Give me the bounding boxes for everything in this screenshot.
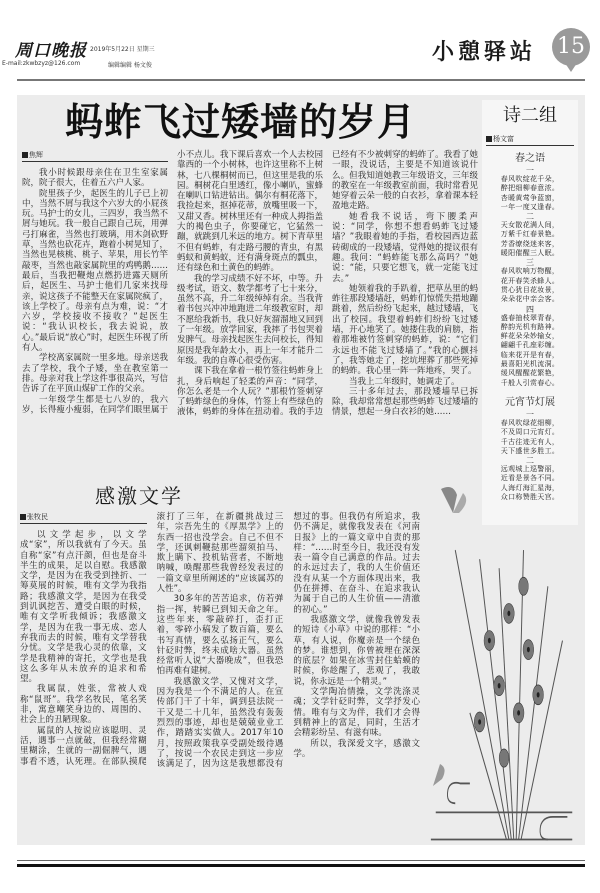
poem-line: 朵朵花中亲会客。: [500, 295, 560, 304]
poem-line: 盛春抽枝翠青春，: [500, 313, 560, 322]
poem-heading: 元宵节灯展: [505, 396, 555, 408]
footer-divider-thick: [17, 864, 585, 867]
poem-line: 天女散花满人间，: [500, 221, 560, 230]
stanza-number: 二: [526, 456, 534, 466]
poem-line: 不及周口元宵灯。: [500, 428, 560, 437]
paragraph: 我感激文学，就像我曾发表的短诗《小草》中说的那样：“小草，有人说，你魔亲是一个绿色的梦。谁想到，你曾被埋在深深的底层？如果在冰雪封住蛤蟆的时候，你趁醒了，悲观了，我敢说，你永远是一个精灵。”: [293, 614, 420, 687]
poem-line: 万紫千红春景艳。: [500, 230, 560, 239]
article-body-2: [20, 512, 420, 852]
paragraph: 三十多年过去，那段矮墙早已拆除，我却常常想起那些蚂蚱飞过矮墙的情景，想起一身白衣衫的她……: [332, 386, 478, 418]
paragraph: 属鼠的人按说应该聪明、灵活，遇事一点就破，但我经常糊里糊涂，生就的一副倔脾气，遇事看不透，认死理。在部队摸爬滚打了三年，在新疆挑战过三年，宗吾先生的《厚黑学》上的东西一招也没学会。自己不但不学，还讽刺鞭挞那些溜须拍马、欺上瞒下、投机钻营者，不断地呐喊，唤醒那些我曾经发表过的一篇文章里所阐述的“应该属苏的人性”。: [20, 512, 284, 767]
paragraph: 所以，我深爱文字，感激文学。: [293, 738, 420, 759]
poem-line: 天下盛世多胜工。: [500, 446, 560, 455]
poem-line: 众口称赞胜天宫。: [500, 493, 560, 502]
article-title-2: 感激文学: [95, 484, 183, 508]
paragraph: 我的学习成绩不好不坏，中等。升级考试，语文、数学都考了七十来分，虽然不高，升二年级绰绰有余。当我背着书包兴冲冲地跑进二年级教室时，却不愿给我新书，我只好灰溜溜地又回到了一年级。放学回家，我摔了书包哭着发脾气。母亲找起医生去问校长，得知原因是我年龄太小，再上一年才能升二年级。我的自尊心很受伤害。: [177, 273, 323, 366]
poems-sidebar: [482, 100, 578, 525]
stanza-number: 四: [526, 304, 534, 314]
poems-title: 诗二组: [503, 105, 557, 126]
paragraph: 当我上二年级时，她调走了。: [349, 376, 460, 387]
header-divider: [17, 79, 585, 81]
article-byline-2: 张牧民: [20, 512, 147, 524]
poem-line: 最喜阳光机流洞。: [500, 360, 560, 369]
flower-illustration: [426, 532, 582, 844]
stanza-number: 一: [526, 166, 534, 175]
butterfly-illustration: [425, 483, 480, 519]
poem-line: 千古往迹无有人，: [500, 437, 560, 446]
poem-line: 春风吹绽花千朵，: [500, 175, 560, 183]
poem-line: 远观城上巡警丽，: [500, 465, 560, 474]
newspaper-logo: 周口晚报: [15, 41, 87, 61]
paragraph: 以文学起步，以文学成“家”，所以我就有了今天。虽自称“家”有点汗颜，但也是奋斗半生的成果，足以自慰。我感激文学，是因为在我受到挫折、一筹莫展的时候，唯有文学为我指路；我感激文学，是因为在我受到讥讽挖苦、遭受白眼的时候，唯有文学听我倾诉；我感激文学，是因为在我一事无成、恋人弃我而去的时候，唯有文学替我分忧。文学是我心灵的依靠，文学是我精神的寄托，文学也是我这么多年从未放弃的追求和希望。: [20, 530, 147, 685]
poem-line: 春风吹绿花细柳，: [500, 418, 560, 427]
contact-email: E-mail:zkwbzyz@126.com: [2, 60, 81, 67]
poem-line: 缓风醒醒花繁艳，: [500, 369, 560, 378]
poem-line: 一年一度又逢春。: [500, 202, 560, 211]
small-butterfly-illustration: [428, 760, 450, 788]
section-title: 小憩驿站: [432, 39, 537, 65]
stanza-number: 三: [526, 258, 534, 268]
paragraph: 30多年的苦苦追求，仿若弹指一挥，转瞬已到知天命之年。这些年来，零敲碎打，歪打正着，零碎小稿发了数百篇，要么书写真情，要么弘扬正气，要么针砭时弊，终未成啥大器。虽然经常听人说“大器晚成”，但我恐怕再难有建树。: [156, 594, 284, 677]
poem-line: 醉韵光机有路神。: [500, 322, 560, 331]
poem-line: 花开春笑杀蜂人。: [500, 276, 560, 285]
poem-line: 翩翩千孔座彩缠。: [500, 341, 560, 350]
poem-line: 醉把细柳春意浓。: [500, 184, 560, 193]
paragraph: 一年级学生都是七八岁的，我六岁，长得瘦小瘦弱，在同学们眼里属于小不点儿。我下课后喜欢一个人去校园靠西的一个小树林，也许这里称不上树林，七八棵桐树而已，但这里是我的乐园。桐树花白里透红，像小喇叭，蜜蜂在喇叭口钻进钻出。偶尔有桐花落下，我捡起来，抠掉花蒂，放嘴里吸一下，又甜又香。树林里还有一种成人拇指盖大的褐色虫子，你要碰它，它猛然一蹦，就跳到几米远的地方。树下青草里不但有蚂蚱，有走路弓腰的青虫，有黑蚂蚁和黄蚂蚁，还有满身斑点的瓢虫，还有绿色和土黄色的蚂蚱。: [22, 150, 323, 415]
poem-line: 鲜花朵朵妙输女，: [500, 332, 560, 341]
paragraph: 院里孩子少，起医生的儿子已上初中，当然不屑与我这个六岁大的小屁孩玩。马护士的女儿，三四岁，我当然不屑与她玩。我一般自己跟自己玩，用弹弓打麻雀，当然也打玻璃，用木剑砍野草，当然也砍花卉，跑着小树晃知了，当然也晃核桃、桃子、苹果，用长竹竿敲枣，当然也敲家属院里的鸡鸭鹅……最后，当我把鞭炮点燃扔进露天厕所后，起医生、马护士他们几家来找母亲，说这孩子不能整天在家属院疯了，该上学校了。母亲有点为难，说：“才六岁，学校接收不接收？”起医生说：“我认识校长，我去说说，放心。”最后说“放心”时，起医生环视了所有人。: [22, 188, 168, 354]
paragraph: 文学陶冶情操，文学洗涤灵魂；文学针砭时弊，文学抒发心情。唯有与文为伴，我们才会得到精神上的富足，同时，生活才会精彩纷呈、有滋有味。: [293, 687, 420, 739]
poem-heading: 春之语: [515, 153, 545, 164]
article-title: 蚂蚱飞过矮墙的岁月: [65, 99, 417, 144]
paragraph: 学校离家属院一里多地。母亲送我去了学校，我个子矮，坐在教室第一排。母亲对我上学这件事很高兴，写信告诉了在平顶山煤矿工作的父亲。: [22, 353, 168, 395]
poem-line: 临来花开是有春，: [500, 350, 560, 359]
paragraph: 她领着我的手趴着，把草丛里的蚂蚱往那段矮墙赶，蚂蚱们惊慌失措地蹦跳着，然后纷纷飞起来，越过矮墙，飞出了校园。我望着蚂蚱们纷纷飞过矮墙，开心地笑了。她搂住我的肩膀，指着那堆被竹签刺穿的蚂蚱，说：“它们永远也不能飞过矮墙了。”我的心颤抖了，我等她走了，挖坑埋葬了那些死掉的蚂蚱。我心里一阵一阵地疼，哭了。: [332, 283, 478, 377]
paragraph: 她看我不说话，弯下腰柔声说：“同学，你想不想看蚂蚱飞过矮墙？”我眼着她的手指，看校园西边蓝砖砌成的一段矮墙，觉得她的提议很有趣。我问：“蚂蚱能飞那么高吗？”她说：“能，只要它想飞，就一定能飞过去。”: [332, 211, 478, 284]
poem-line: 暖阳催醒三人眠。: [500, 249, 560, 258]
paragraph: 我小时候跟母亲住在卫生室家属院，院子很大，住着五六户人家。: [22, 168, 168, 189]
poem-line: 人海灯海汇星海，: [500, 483, 560, 492]
poem-line: 近看是景各不同。: [500, 474, 560, 483]
poems-byline: 杨文富: [486, 134, 574, 146]
stanza-number: 一: [526, 409, 534, 419]
editor-credit: 编辑编辑 杨文俊: [108, 62, 152, 69]
paragraph: 课下我在拿着一根竹签往蚂蚱身上扎，身后响起了轻柔的声音：“同学，你怎么老是一个人玩？”那根竹签刺穿了蚂蚱绿色的身体，竹签上有些绿色的液体，蚂蚱的身体在扭动着。我的手边已经有不少被刺穿的蚂蚱了。我看了她一眼，没说话，主要是不知道该说什么。但我知道她教三年级语文，三年级的教室在一年级教室前面，我时常看见她穿着云朵一般的白衣衫，拿着课本轻盈地走路。: [177, 150, 478, 418]
footer-divider-thin: [17, 860, 585, 861]
article-body: [22, 150, 478, 480]
stanza-number: 二: [526, 212, 534, 222]
paragraph: 我属鼠，姓张，常被人戏称“鼠哥”。我学名牧民，笔名笑非，寓意嘲笑身边的、周围的、社会上的丑陋现象。: [20, 684, 147, 726]
paragraph: 我感激文学，又愧对文学，因为我是一个不满足的人。在宣传部门干了十年，调到县法院一干又是二十几年，虽然没有轰轰烈烈的事迹，却也是兢兢业业工作，踏踏实实做人。2017年10月，按照政策我享受副处级待遇了，按说一个农民走到这一步应该满足了，因为这是我想都没有想过的事。但我仍有所追求，我仍不满足，就像我发表在《河南日报》上的一篇文章中自责的那样：“……时至今日，我还没有发表一篇令自己满意的作品。过去的永远过去了，我的人生价值还没有从某一个方面体现出来，我仍在拼搏、在奋斗、在追求我认为属于自己的人生价值——清澈的初心。”: [156, 512, 420, 770]
page-number: 15: [552, 28, 590, 66]
poem-line: 春风吹响万物醒，: [500, 267, 560, 276]
article-byline: 焦辉: [22, 150, 168, 162]
issue-date: 2019年5月22日 星期三: [90, 46, 155, 53]
poem-line: 千般人引赏春心。: [500, 378, 560, 387]
poem-line: 贯心犹目花妆景，: [500, 285, 560, 294]
poem-line: 芳香缭绕迷来客，: [500, 239, 560, 248]
poem-line: 杏暖黄莺争蓝窗，: [500, 193, 560, 202]
